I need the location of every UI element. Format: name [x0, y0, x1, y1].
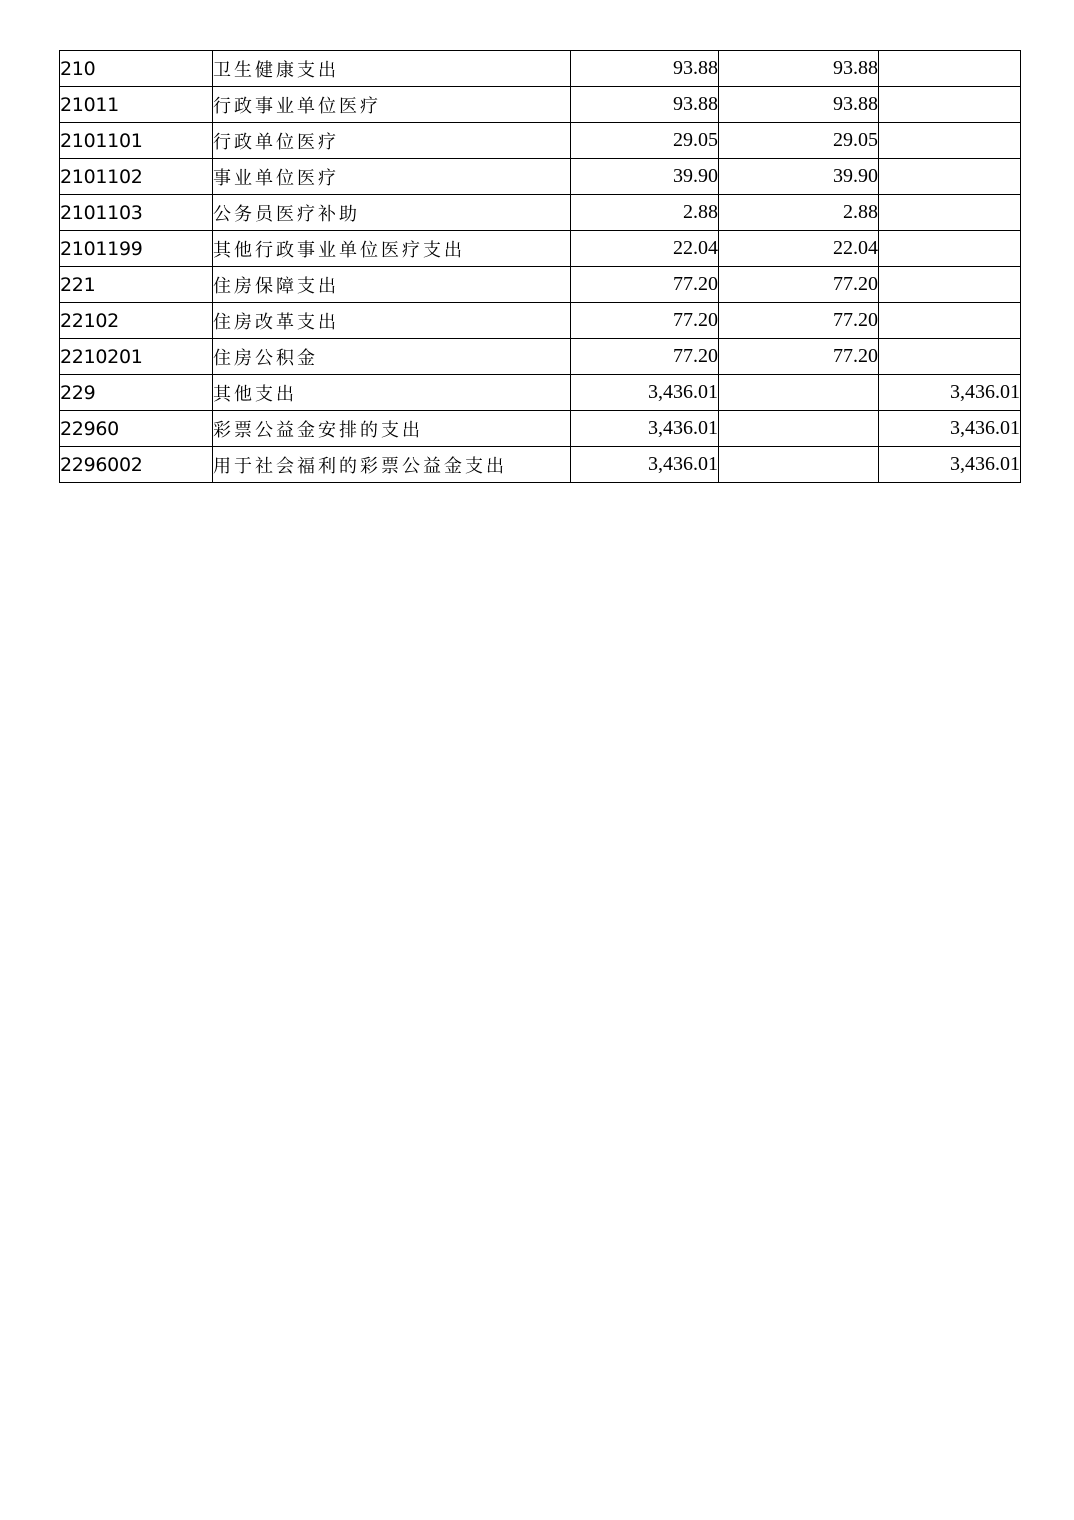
row-project: 3,436.01	[879, 411, 1021, 447]
row-code: 2210201	[60, 339, 213, 375]
row-code: 22102	[60, 303, 213, 339]
row-name: 事业单位医疗	[213, 159, 571, 195]
row-basic: 77.20	[719, 339, 879, 375]
row-basic: 29.05	[719, 123, 879, 159]
table-row	[60, 447, 1021, 483]
table-row	[60, 231, 1021, 267]
row-basic: 77.20	[719, 267, 879, 303]
row-basic	[719, 411, 879, 447]
row-total: 3,436.01	[571, 411, 719, 447]
budget-table-body	[60, 51, 1021, 483]
row-name: 行政事业单位医疗	[213, 87, 571, 123]
row-project: 3,436.01	[879, 375, 1021, 411]
row-project	[879, 123, 1021, 159]
table-row	[60, 195, 1021, 231]
table-row	[60, 411, 1021, 447]
row-code: 2101199	[60, 231, 213, 267]
row-name: 其他行政事业单位医疗支出	[213, 231, 571, 267]
row-project	[879, 87, 1021, 123]
row-total: 22.04	[571, 231, 719, 267]
row-total: 77.20	[571, 303, 719, 339]
row-code: 2101102	[60, 159, 213, 195]
row-name: 卫生健康支出	[213, 51, 571, 87]
row-total: 3,436.01	[571, 447, 719, 483]
row-name: 用于社会福利的彩票公益金支出	[213, 447, 571, 483]
row-total: 2.88	[571, 195, 719, 231]
row-code: 210	[60, 51, 213, 87]
row-basic: 93.88	[719, 87, 879, 123]
row-name: 住房改革支出	[213, 303, 571, 339]
row-total: 29.05	[571, 123, 719, 159]
row-basic: 77.20	[719, 303, 879, 339]
row-basic: 93.88	[719, 51, 879, 87]
row-total: 39.90	[571, 159, 719, 195]
row-name: 住房保障支出	[213, 267, 571, 303]
table-row	[60, 159, 1021, 195]
row-name: 其他支出	[213, 375, 571, 411]
row-project	[879, 195, 1021, 231]
row-name: 行政单位医疗	[213, 123, 571, 159]
table-row	[60, 339, 1021, 375]
row-project	[879, 303, 1021, 339]
row-name: 公务员医疗补助	[213, 195, 571, 231]
row-code: 229	[60, 375, 213, 411]
row-total: 77.20	[571, 267, 719, 303]
row-total: 77.20	[571, 339, 719, 375]
row-code: 21011	[60, 87, 213, 123]
row-project: 3,436.01	[879, 447, 1021, 483]
row-code: 221	[60, 267, 213, 303]
row-total: 93.88	[571, 87, 719, 123]
row-total: 93.88	[571, 51, 719, 87]
row-project	[879, 231, 1021, 267]
row-project	[879, 267, 1021, 303]
row-name: 彩票公益金安排的支出	[213, 411, 571, 447]
row-basic	[719, 447, 879, 483]
table-row	[60, 267, 1021, 303]
row-basic: 39.90	[719, 159, 879, 195]
row-code: 22960	[60, 411, 213, 447]
row-name: 住房公积金	[213, 339, 571, 375]
row-code: 2101101	[60, 123, 213, 159]
table-row	[60, 87, 1021, 123]
row-code: 2296002	[60, 447, 213, 483]
table-row	[60, 375, 1021, 411]
table-row	[60, 123, 1021, 159]
budget-table	[59, 50, 1021, 483]
row-total: 3,436.01	[571, 375, 719, 411]
row-code: 2101103	[60, 195, 213, 231]
row-project	[879, 51, 1021, 87]
table-row	[60, 303, 1021, 339]
table-row	[60, 51, 1021, 87]
row-basic: 2.88	[719, 195, 879, 231]
row-project	[879, 339, 1021, 375]
row-basic: 22.04	[719, 231, 879, 267]
row-project	[879, 159, 1021, 195]
row-basic	[719, 375, 879, 411]
